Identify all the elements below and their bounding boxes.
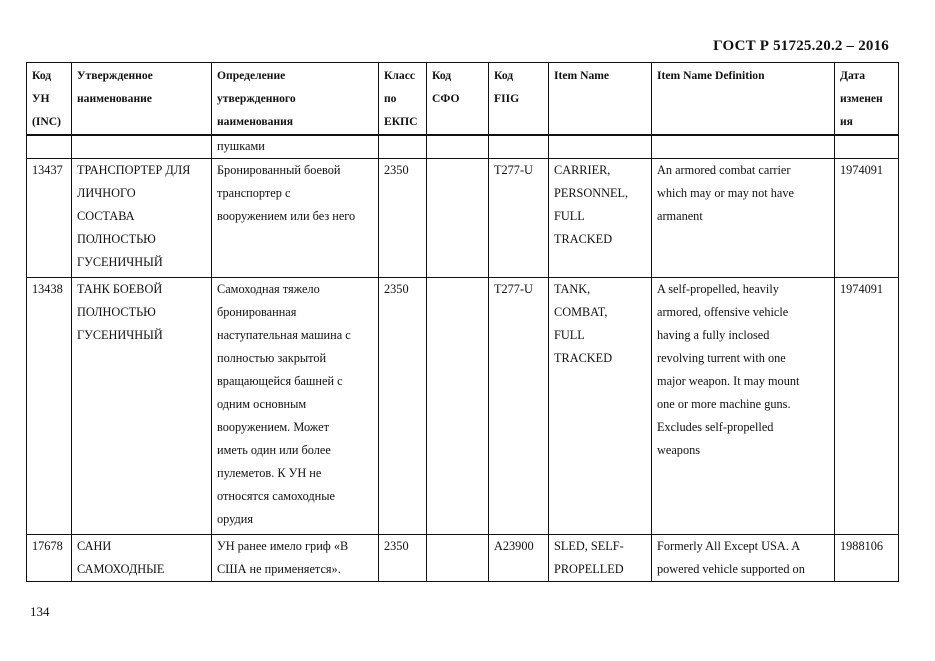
column-header-definition: Определение утвержденного наименования bbox=[212, 63, 379, 136]
column-header-item-name: Item Name bbox=[549, 63, 652, 136]
column-header-inc-code: Код УН (INC) bbox=[27, 63, 72, 136]
inc-code-cell: 17678 bbox=[27, 535, 72, 582]
date-cell: 1974091 bbox=[835, 159, 899, 278]
definition-cell: УН ранее имело гриф «В США не применяется». bbox=[212, 535, 379, 582]
item-name-cell: CARRIER, PERSONNEL, FULL TRACKED bbox=[549, 159, 652, 278]
item-name-cell: TANK, COMBAT, FULL TRACKED bbox=[549, 278, 652, 535]
definition-cell: Самоходная тяжело бронированная наступательная машина с полностью закрытой вращающейся башней с одним основным вооружением. Может иметь один или более пулеметов. К УН не относятся самоходные орудия bbox=[212, 278, 379, 535]
sfo-cell bbox=[427, 278, 489, 535]
class-cell: 2350 bbox=[379, 535, 427, 582]
table-header-row bbox=[27, 63, 899, 136]
definition-cell: Бронированный боевой транспортер с вооружением или без него bbox=[212, 159, 379, 278]
column-header-change-date: Дата изменен ия bbox=[835, 63, 899, 136]
nomenclature-table bbox=[26, 62, 899, 582]
fiig-cell: A23900 bbox=[489, 535, 549, 582]
inc-code-cell: 13437 bbox=[27, 159, 72, 278]
approved-name-cell: ТРАНСПОРТЕР ДЛЯ ЛИЧНОГО СОСТАВА ПОЛНОСТЬЮ ГУСЕНИЧНЫЙ bbox=[72, 159, 212, 278]
table-row bbox=[27, 159, 899, 278]
item-definition-cell: A self-propelled, heavily armored, offensive vehicle having a fully inclosed revolving turrent with one major weapon. It may mount one or more machine guns. Excludes self-propelled weapons bbox=[652, 278, 835, 535]
date-cell: 1988106 bbox=[835, 535, 899, 582]
column-header-sfo-code: Код СФО bbox=[427, 63, 489, 136]
table-row-continuation bbox=[27, 135, 899, 159]
approved-name-cell: САНИ САМОХОДНЫЕ bbox=[72, 535, 212, 582]
approved-name-cell: ТАНК БОЕВОЙ ПОЛНОСТЬЮ ГУСЕНИЧНЫЙ bbox=[72, 278, 212, 535]
fiig-cell: T277-U bbox=[489, 278, 549, 535]
item-definition-cell: Formerly All Except USA. A powered vehicle supported on bbox=[652, 535, 835, 582]
document-number: ГОСТ Р 51725.20.2 – 2016 bbox=[713, 38, 889, 54]
fiig-cell: T277-U bbox=[489, 159, 549, 278]
inc-code-cell: 13438 bbox=[27, 278, 72, 535]
class-cell: 2350 bbox=[379, 159, 427, 278]
column-header-approved-name: Утвержденное наименование bbox=[72, 63, 212, 136]
page-number: 134 bbox=[30, 604, 50, 619]
table-row bbox=[27, 535, 899, 582]
column-header-item-name-definition: Item Name Definition bbox=[652, 63, 835, 136]
sfo-cell bbox=[427, 159, 489, 278]
table-row bbox=[27, 278, 899, 535]
column-header-class: Класс по ЕКПС bbox=[379, 63, 427, 136]
item-definition-cell: An armored combat carrier which may or may not have armanent bbox=[652, 159, 835, 278]
column-header-fiig-code: Код FIIG bbox=[489, 63, 549, 136]
date-cell: 1974091 bbox=[835, 278, 899, 535]
sfo-cell bbox=[427, 535, 489, 582]
class-cell: 2350 bbox=[379, 278, 427, 535]
item-name-cell: SLED, SELF- PROPELLED bbox=[549, 535, 652, 582]
continuation-cell: пушками bbox=[212, 135, 379, 159]
